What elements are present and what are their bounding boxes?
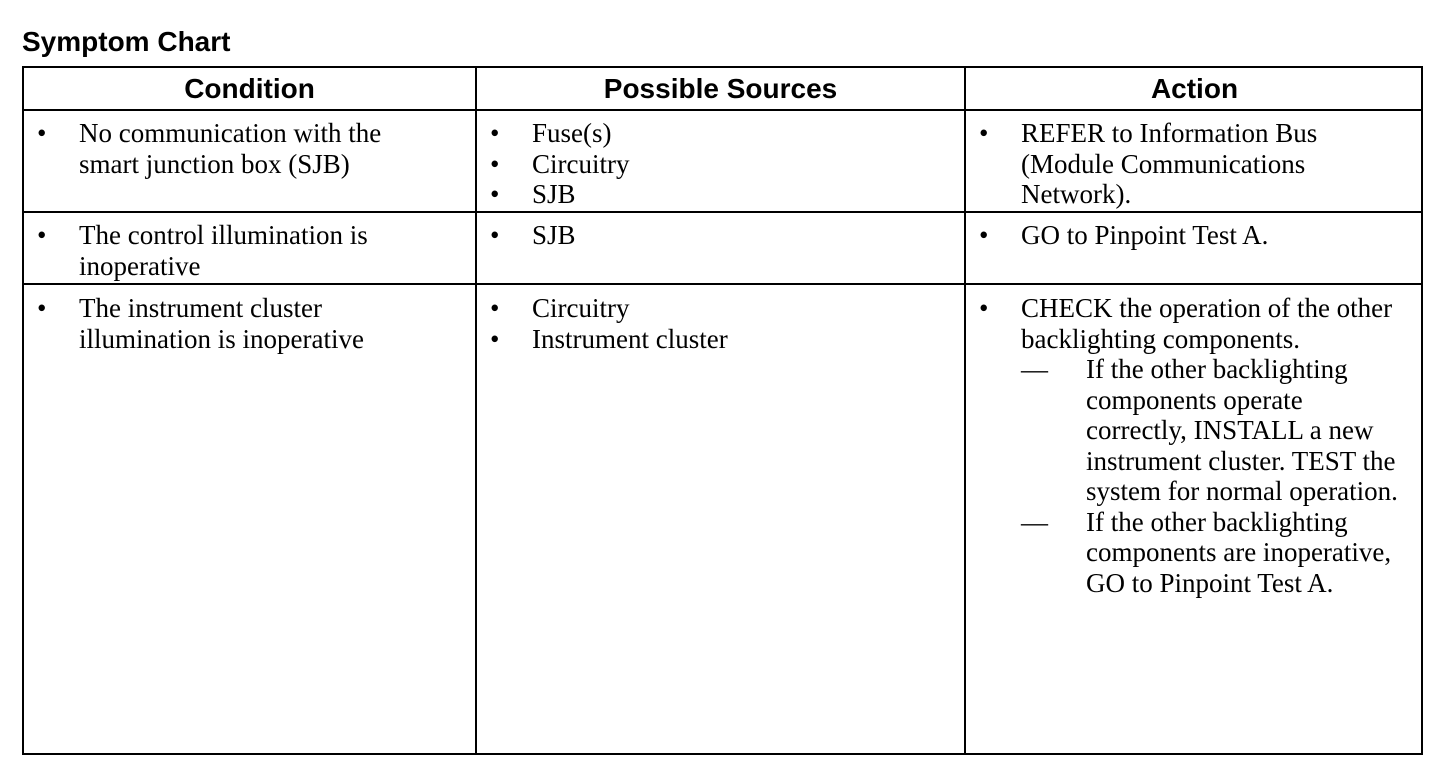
bullet-icon: • (490, 148, 500, 179)
dash-icon: — (1021, 354, 1046, 384)
list-item (477, 149, 947, 180)
symptom-table (22, 66, 1423, 755)
list-item (477, 324, 947, 355)
row-1-sources (477, 118, 947, 210)
row-3-sources (477, 293, 947, 354)
list-item (24, 118, 444, 179)
row-2-sources (477, 220, 947, 251)
bullet-icon: • (490, 323, 500, 354)
bullet-icon: • (490, 179, 500, 209)
action-text: REFER to Information Bus (Module Communications Network). (1021, 118, 1318, 209)
row-3-action (966, 293, 1401, 598)
row-2-action (966, 220, 1401, 251)
row-2-condition (24, 220, 444, 281)
source-text: Circuitry (532, 293, 630, 323)
source-text: Instrument cluster (532, 323, 728, 354)
row-divider (24, 283, 1421, 285)
header-possible-sources: Possible Sources (603, 73, 838, 104)
list-item (966, 118, 1401, 210)
chart-title: Symptom Chart (22, 26, 231, 57)
list-item (24, 293, 444, 354)
dash-icon: — (1021, 506, 1046, 537)
source-text: Fuse(s) (532, 118, 612, 148)
sub-item (1021, 354, 1401, 507)
condition-text: The control illumination is inoperative (79, 220, 368, 281)
list-item (966, 220, 1401, 251)
bullet-icon: • (37, 220, 47, 250)
action-text: CHECK the operation of the other backlighting components. (1021, 293, 1393, 354)
list-item (477, 179, 947, 210)
source-text: SJB (532, 220, 576, 250)
header-condition: Condition (184, 73, 315, 104)
source-text: Circuitry (532, 148, 630, 179)
bullet-icon: • (37, 118, 47, 148)
action-text: GO to Pinpoint Test A. (1021, 220, 1269, 250)
list-item (966, 293, 1401, 598)
bullet-icon: • (979, 220, 989, 250)
row-3-condition (24, 293, 444, 354)
list-item (477, 118, 947, 149)
list-item (477, 220, 947, 251)
list-item (477, 293, 947, 324)
row-divider (24, 211, 1421, 213)
bullet-icon: • (490, 293, 500, 323)
bullet-icon: • (979, 118, 989, 148)
source-text: SJB (532, 179, 576, 209)
condition-text: The instrument cluster illumination is inoperative (79, 293, 364, 354)
header-action: Action (1150, 73, 1239, 104)
bullet-icon: • (490, 220, 500, 250)
bullet-icon: • (37, 293, 47, 323)
sub-item (1021, 507, 1401, 599)
bullet-icon: • (490, 118, 500, 148)
row-1-condition (24, 118, 444, 179)
sub-item-text: If the other backlighting components are inoperative, GO to Pinpoint Test A. (1086, 506, 1392, 598)
list-item (24, 220, 444, 281)
bullet-icon: • (979, 293, 989, 323)
row-1-action (966, 118, 1401, 210)
sub-item-text: If the other backlighting components operate correctly, INSTALL a new instrument cluster. TEST the system for normal operation. (1086, 354, 1398, 506)
condition-text: No communication with the smart junction box (SJB) (79, 118, 382, 179)
